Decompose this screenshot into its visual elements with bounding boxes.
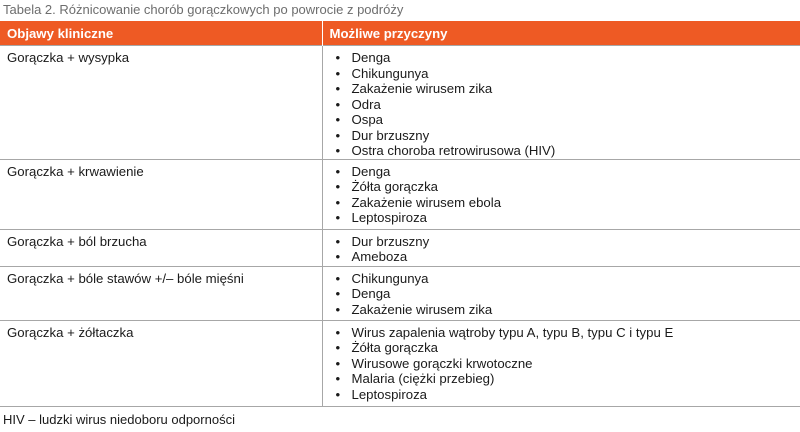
differential-table bbox=[0, 21, 800, 407]
cause-text: Chikungunya bbox=[351, 65, 429, 81]
cause-text: Odra bbox=[351, 96, 381, 112]
bullet: • bbox=[335, 233, 341, 249]
list-item bbox=[336, 271, 800, 287]
list-item bbox=[336, 50, 800, 66]
list-item bbox=[336, 143, 800, 159]
bullet: • bbox=[335, 249, 341, 264]
bullet: • bbox=[335, 270, 341, 286]
causes-list bbox=[336, 325, 800, 403]
symptom-cell: Gorączka + wysypka bbox=[0, 46, 322, 160]
cause-text: Leptospiroza bbox=[351, 210, 428, 225]
table-row bbox=[0, 266, 800, 320]
symptom-cell: Gorączka + krwawienie bbox=[0, 159, 322, 229]
bullet: • bbox=[335, 163, 341, 179]
cause-text: Zakażenie wirusem zika bbox=[351, 81, 493, 96]
cause-text: Wirusowe gorączki krwotoczne bbox=[351, 355, 533, 371]
list-item bbox=[336, 112, 800, 128]
list-item bbox=[336, 179, 800, 195]
list-item bbox=[336, 302, 800, 318]
list-item bbox=[336, 340, 800, 356]
cause-text: Zakażenie wirusem zika bbox=[351, 301, 493, 317]
list-item bbox=[336, 356, 800, 372]
cause-text: Denga bbox=[351, 286, 391, 301]
table-header-row bbox=[0, 21, 800, 46]
list-item bbox=[336, 210, 800, 226]
bullet: • bbox=[335, 301, 341, 317]
bullet: • bbox=[335, 340, 341, 355]
cause-text: Leptospiroza bbox=[351, 386, 428, 402]
causes-list bbox=[336, 164, 800, 226]
cause-text: Ospa bbox=[351, 112, 384, 127]
table-row bbox=[0, 229, 800, 266]
list-item bbox=[336, 128, 800, 144]
causes-cell bbox=[322, 266, 800, 320]
cause-text: Żółta gorączka bbox=[351, 340, 438, 355]
list-item bbox=[336, 81, 800, 97]
bullet: • bbox=[335, 194, 341, 210]
header-causes: Możliwe przyczyny bbox=[322, 21, 800, 46]
bullet: • bbox=[335, 112, 341, 127]
bullet: • bbox=[335, 65, 341, 81]
bullet: • bbox=[335, 286, 341, 301]
list-item bbox=[336, 195, 800, 211]
causes-cell bbox=[322, 320, 800, 406]
header-symptoms: Objawy kliniczne bbox=[0, 21, 322, 46]
symptom-cell: Gorączka + bóle stawów +/– bóle mięśni bbox=[0, 266, 322, 320]
cause-text: Zakażenie wirusem ebola bbox=[351, 194, 502, 210]
bullet: • bbox=[335, 371, 341, 386]
table-footnote: HIV – ludzki wirus niedoboru odporności bbox=[3, 412, 235, 427]
list-item bbox=[336, 249, 800, 265]
list-item bbox=[336, 325, 800, 341]
causes-cell bbox=[322, 46, 800, 160]
cause-text: Żółta gorączka bbox=[351, 179, 438, 194]
bullet: • bbox=[335, 127, 341, 143]
cause-text: Malaria (ciężki przebieg) bbox=[351, 371, 495, 386]
cause-text: Dur brzuszny bbox=[351, 127, 430, 143]
bullet: • bbox=[335, 386, 341, 402]
causes-list bbox=[336, 271, 800, 318]
list-item bbox=[336, 387, 800, 403]
cause-text: Denga bbox=[351, 50, 391, 65]
cause-text: Dur brzuszny bbox=[351, 233, 430, 249]
causes-cell bbox=[322, 229, 800, 266]
bullet: • bbox=[335, 355, 341, 371]
list-item bbox=[336, 234, 800, 250]
bullet: • bbox=[335, 96, 341, 112]
symptom-cell: Gorączka + ból brzucha bbox=[0, 229, 322, 266]
table-caption: Tabela 2. Różnicowanie chorób gorączkowych po powrocie z podróży bbox=[3, 2, 404, 17]
cause-text: Chikungunya bbox=[351, 270, 429, 286]
table-row bbox=[0, 320, 800, 406]
list-item bbox=[336, 66, 800, 82]
bullet: • bbox=[335, 210, 341, 225]
list-item bbox=[336, 286, 800, 302]
cause-text: Wirus zapalenia wątroby typu A, typu B, typu C i typu E bbox=[351, 324, 674, 340]
bullet: • bbox=[335, 81, 341, 96]
table-row bbox=[0, 46, 800, 160]
table-row bbox=[0, 159, 800, 229]
cause-text: Ameboza bbox=[351, 249, 408, 264]
list-item bbox=[336, 371, 800, 387]
causes-cell bbox=[322, 159, 800, 229]
cause-text: Ostra choroba retrowirusowa (HIV) bbox=[351, 143, 556, 158]
list-item bbox=[336, 164, 800, 180]
cause-text: Denga bbox=[351, 163, 391, 179]
symptom-cell: Gorączka + żółtaczka bbox=[0, 320, 322, 406]
causes-list bbox=[336, 50, 800, 159]
bullet: • bbox=[335, 324, 341, 340]
list-item bbox=[336, 97, 800, 113]
bullet: • bbox=[335, 179, 341, 194]
bullet: • bbox=[335, 50, 341, 65]
causes-list bbox=[336, 234, 800, 265]
bullet: • bbox=[335, 143, 341, 158]
